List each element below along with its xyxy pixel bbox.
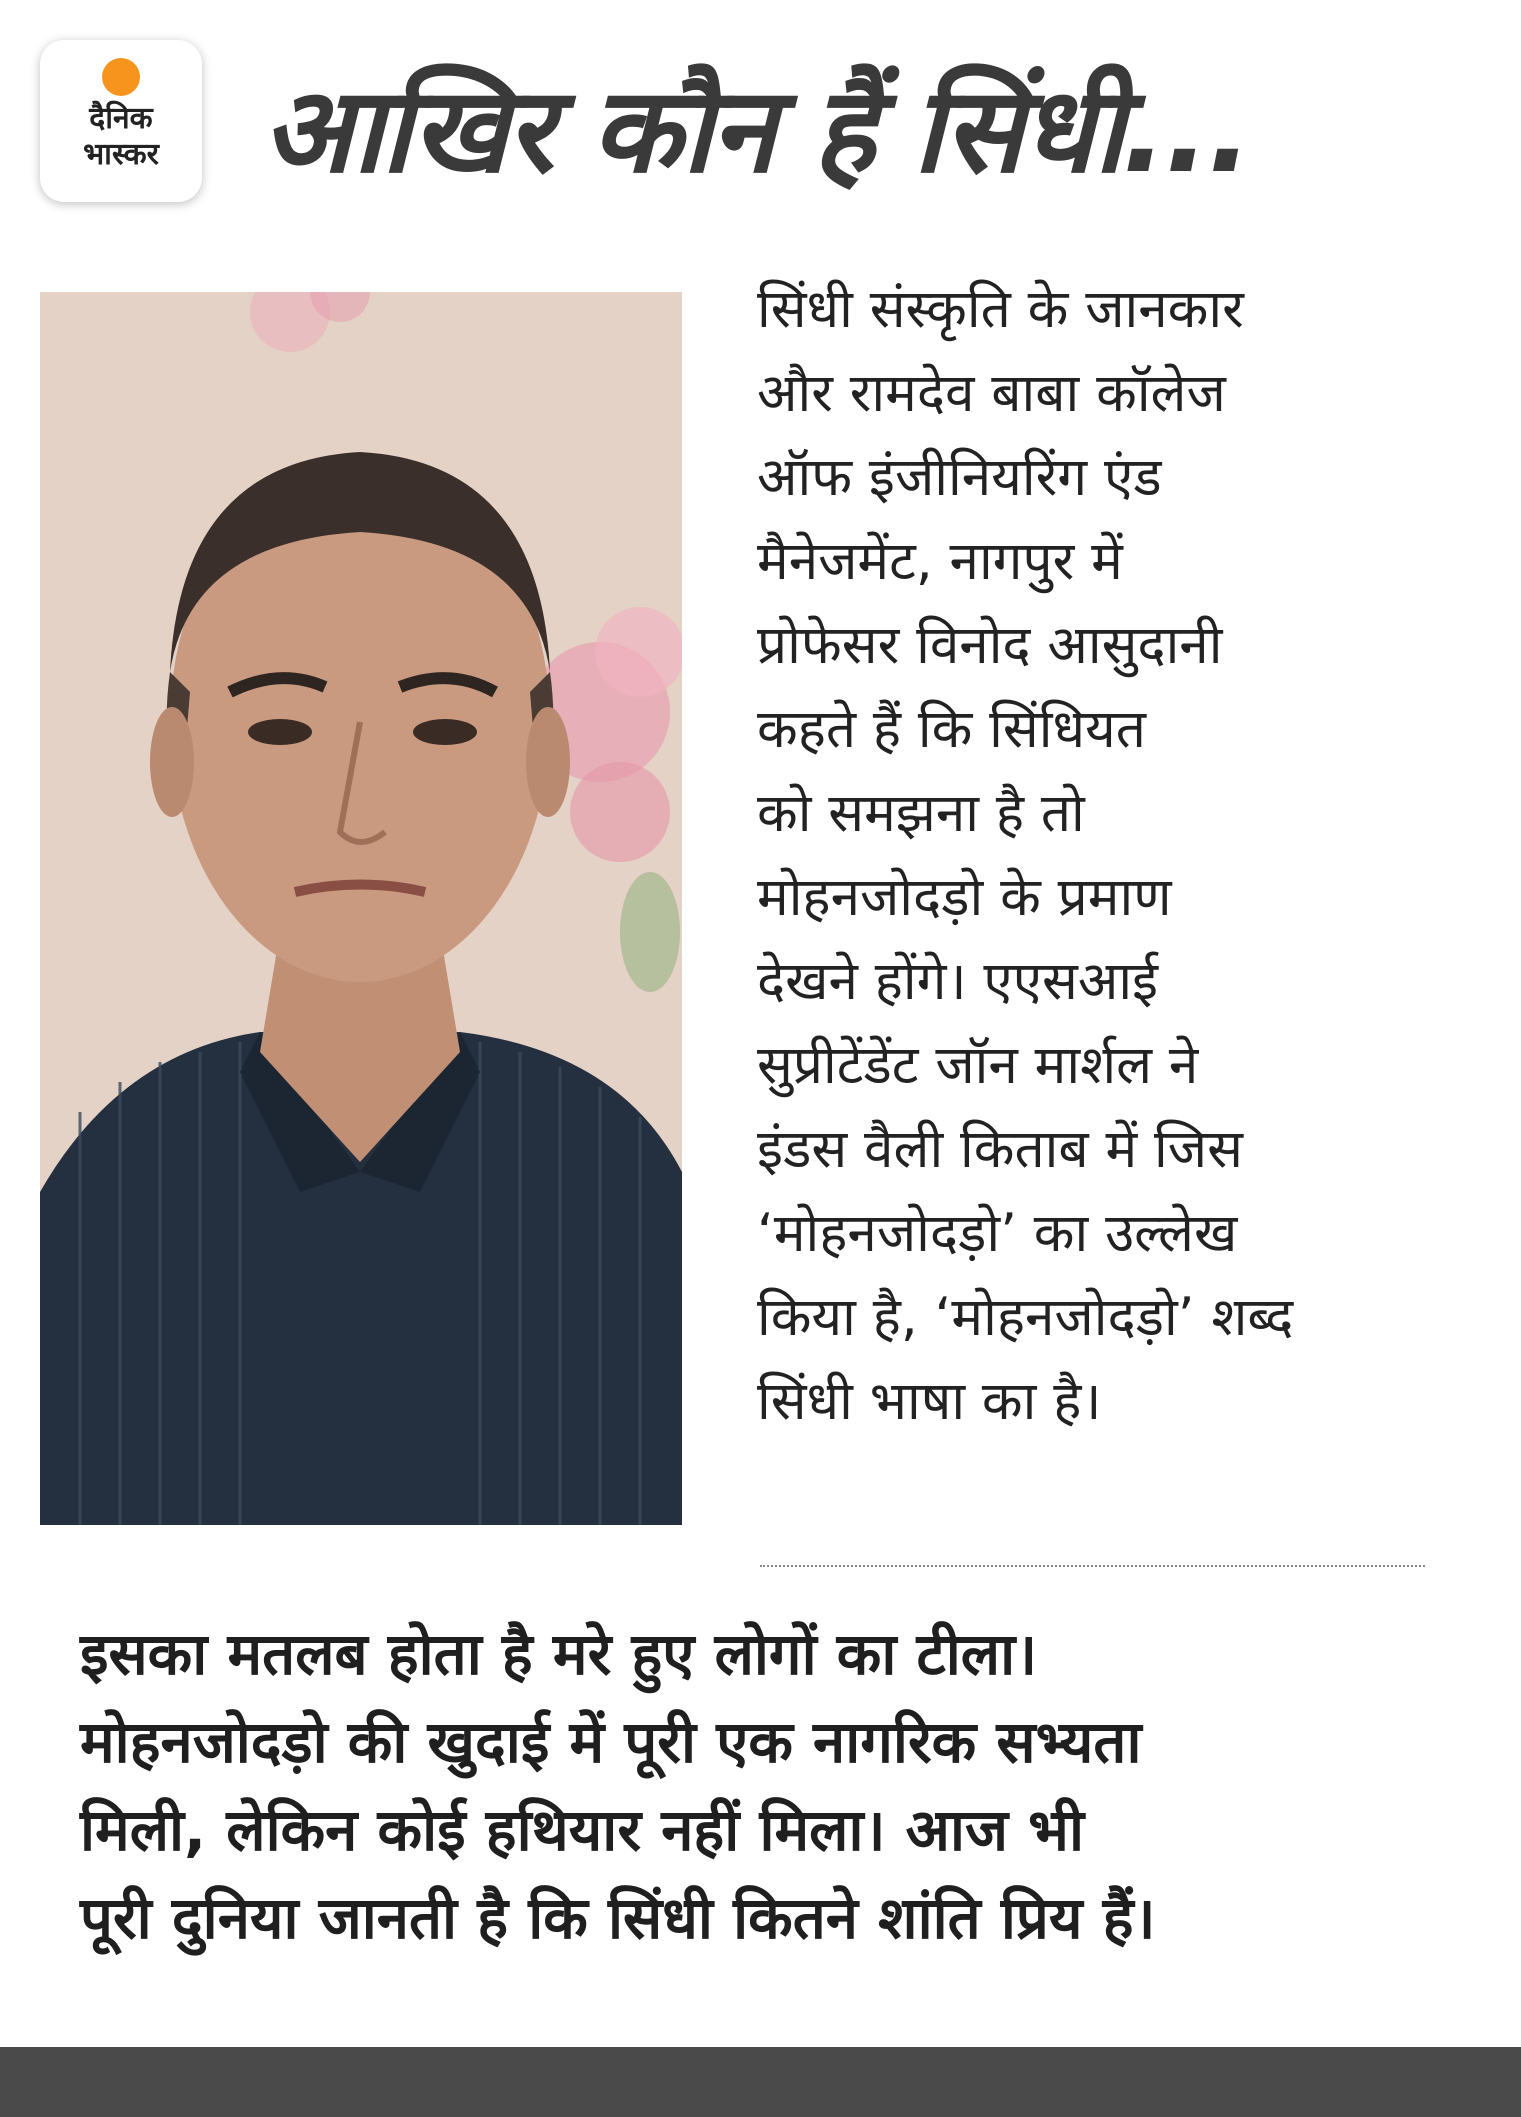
dotted-divider xyxy=(760,1565,1425,1567)
logo-text-line1: दैनिक xyxy=(89,101,153,136)
body-line: ऑफ इंजीनियरिंग एंड xyxy=(757,447,1162,508)
page-title: आखिर कौन हैं सिंधी... xyxy=(262,61,1251,199)
article-body xyxy=(757,268,1477,1444)
conclusion-line: मोहनजोदड़ो की खुदाई में पूरी एक नागरिक सभ्यता xyxy=(80,1708,1142,1776)
body-line: कहते हैं कि सिंधियत xyxy=(757,699,1146,760)
body-line: सिंधी भाषा का है। xyxy=(757,1371,1102,1432)
conclusion-line: मिली, लेकिन कोई हथियार नहीं मिला। आज भी xyxy=(80,1796,1084,1864)
body-line: सिंधी संस्कृति के जानकार xyxy=(757,279,1244,340)
conclusion-line: पूरी दुनिया जानती है कि सिंधी कितने शांति प्रिय हैं। xyxy=(80,1884,1156,1952)
logo-text-line2: भास्कर xyxy=(83,137,159,172)
body-line: इंडस वैली किताब में जिस xyxy=(757,1119,1243,1180)
brand-logo xyxy=(40,40,202,202)
sun-icon xyxy=(102,58,140,96)
body-line: सुप्रीटेंडेंट जॉन मार्शल ने xyxy=(757,1035,1199,1096)
footer-bar xyxy=(0,2047,1521,2117)
portrait-illustration xyxy=(40,292,682,1525)
body-line: मोहनजोदड़ो के प्रमाण xyxy=(757,867,1172,928)
portrait-photo xyxy=(40,292,682,1525)
body-line: ‘मोहनजोदड़ो’ का उल्लेख xyxy=(757,1203,1238,1264)
body-line: को समझना है तो xyxy=(757,783,1085,844)
body-line: और रामदेव बाबा कॉलेज xyxy=(757,363,1226,424)
conclusion-text xyxy=(80,1610,1460,1962)
body-line: देखने होंगे। एएसआई xyxy=(757,951,1159,1012)
body-line: मैनेजमेंट, नागपुर में xyxy=(757,531,1123,592)
conclusion-line: इसका मतलब होता है मरे हुए लोगों का टीला। xyxy=(80,1620,1038,1688)
body-line: प्रोफेसर विनोद आसुदानी xyxy=(757,615,1223,676)
body-line: किया है, ‘मोहनजोदड़ो’ शब्द xyxy=(757,1287,1294,1348)
